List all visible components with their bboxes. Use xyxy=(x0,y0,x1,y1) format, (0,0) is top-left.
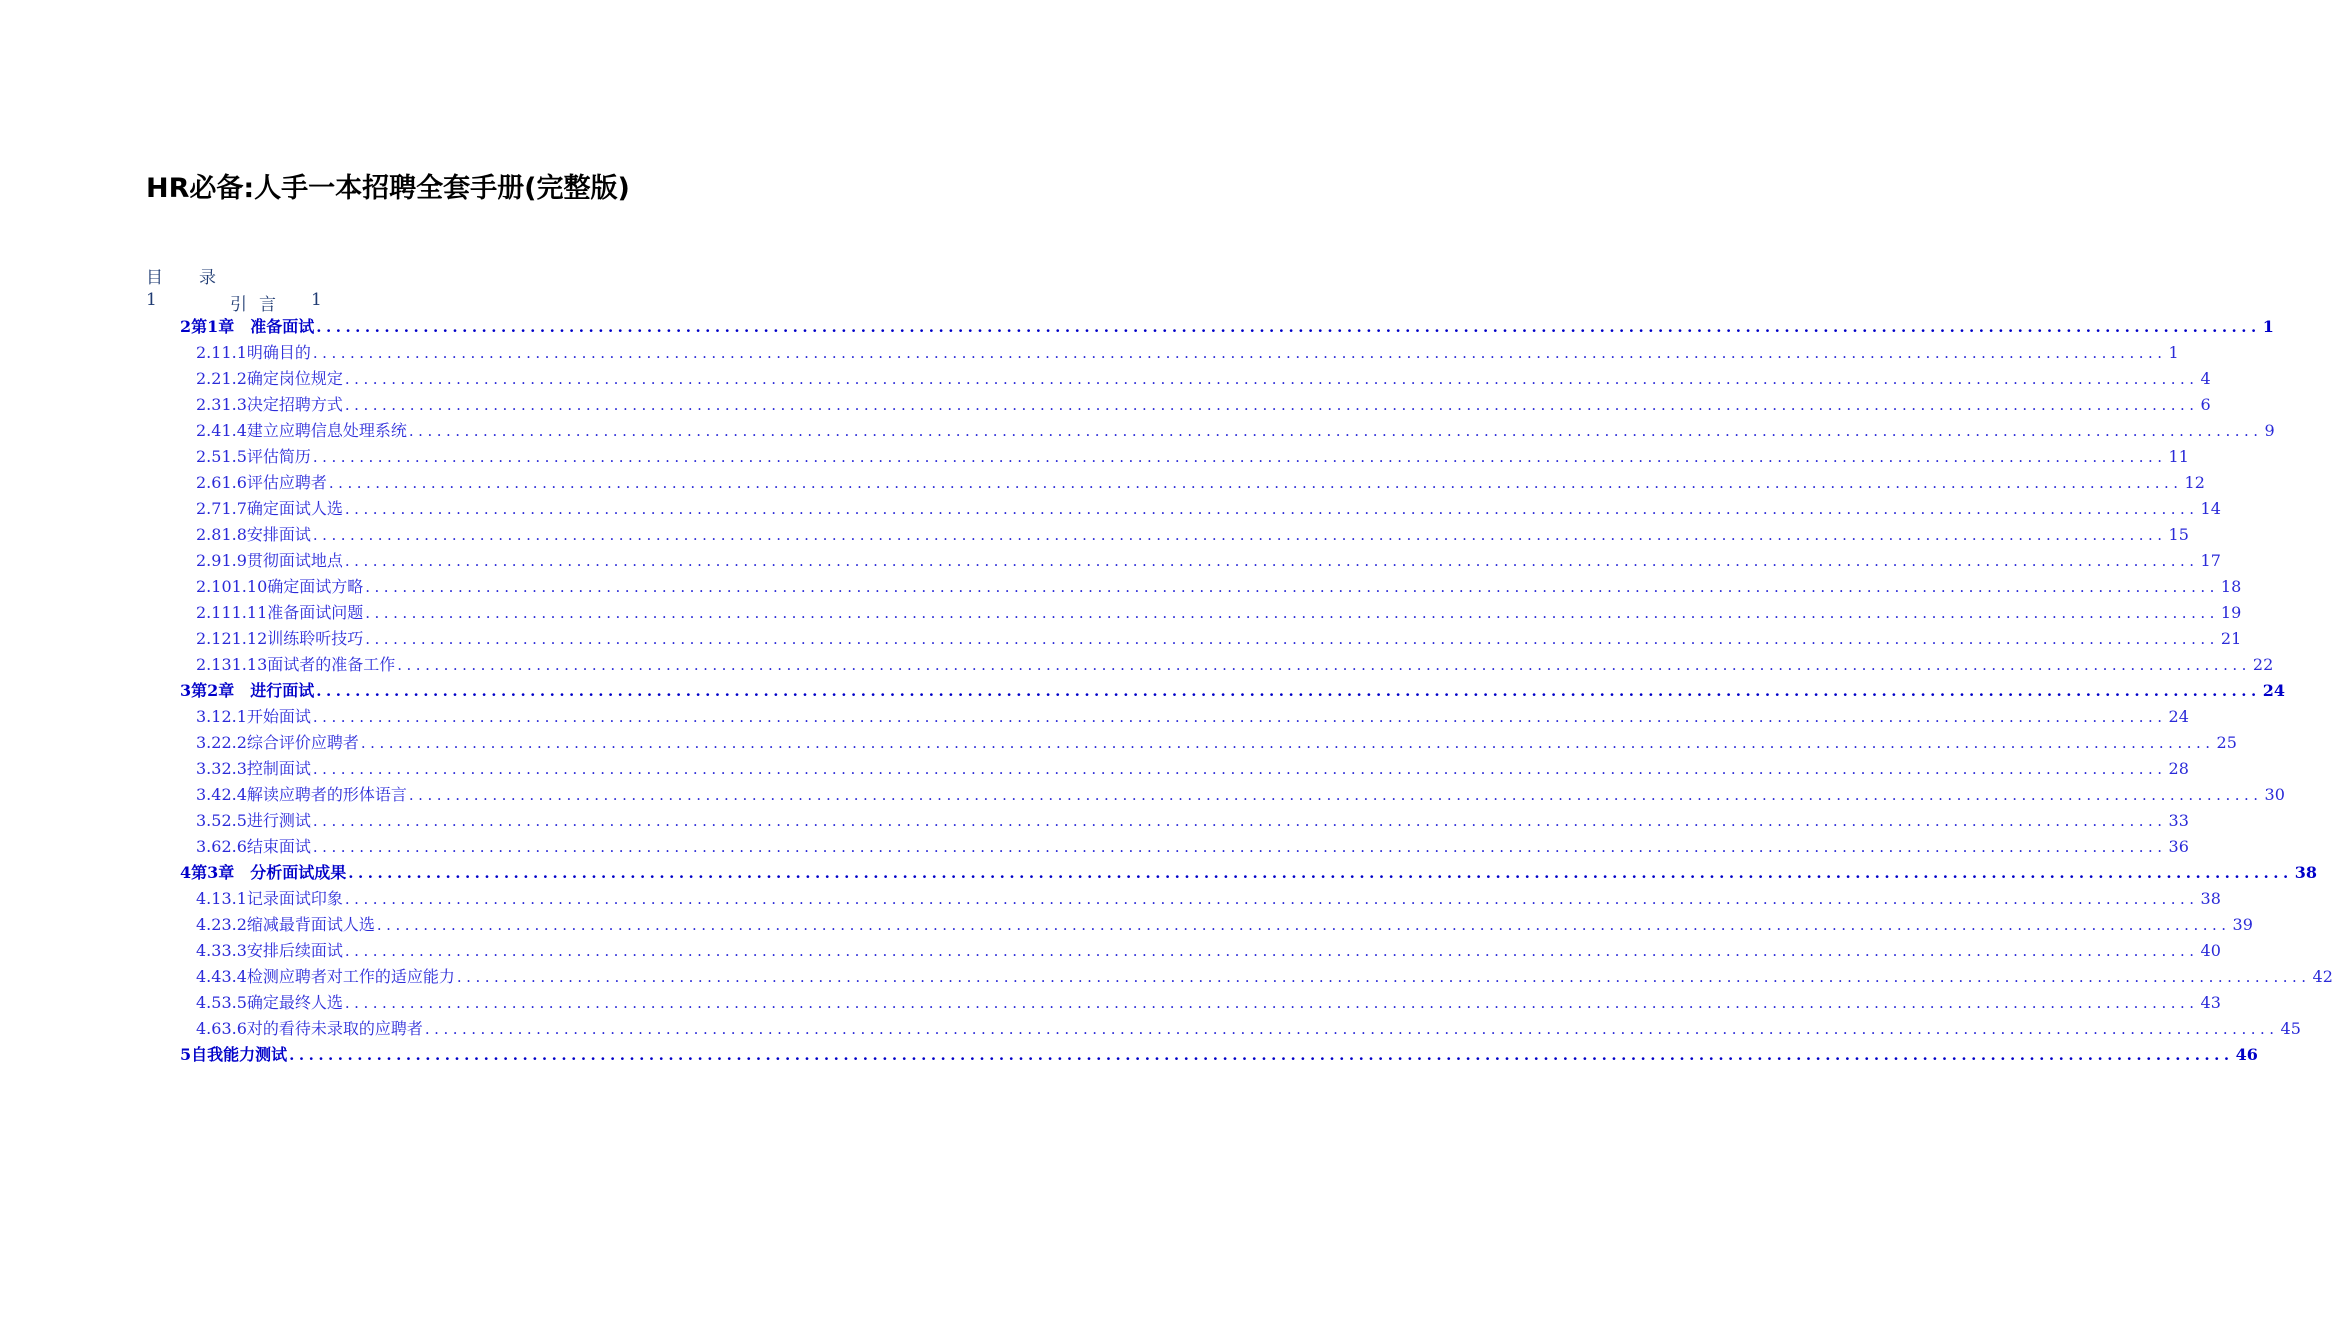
toc-section-entry[interactable] xyxy=(196,782,2285,808)
toc-entry-number: 2.10 xyxy=(196,577,232,596)
toc-chapter-entry[interactable] xyxy=(180,678,2285,704)
toc-intro-title: 引言 xyxy=(230,295,288,315)
toc-entry-page: 4 xyxy=(2200,369,2211,388)
toc-dot-leader: ........................................................................................................................................................................................................ xyxy=(328,474,2183,492)
toc-entry-number: 3.3 xyxy=(196,759,222,778)
toc-dot-leader: ........................................................................................................................................................................................................ xyxy=(408,786,2263,804)
toc-dot-leader: ........................................................................................................................................................................................................ xyxy=(312,838,2167,856)
toc-entry-label: 1.3决定招聘方式 xyxy=(221,395,343,414)
toc-entry-number: 2 xyxy=(180,317,192,336)
toc-dot-leader: ........................................................................................................................................................................................................ xyxy=(344,396,2199,414)
toc-dot-leader: ........................................................................................................................................................................................................ xyxy=(424,1020,2279,1038)
toc-entry-number: 2.8 xyxy=(196,525,222,544)
document-title: HR必备:人手一本招聘全套手册(完整版) xyxy=(146,173,630,204)
toc-entry-page: 24 xyxy=(2262,681,2285,700)
toc-entry-page: 15 xyxy=(2168,525,2189,544)
toc-entry-label: 1.5评估简历 xyxy=(221,447,311,466)
toc-entry-page: 24 xyxy=(2168,707,2189,726)
toc-entry-number: 2.11 xyxy=(196,603,232,622)
toc-section-entry[interactable] xyxy=(196,626,2242,652)
toc-entry-number: 3.1 xyxy=(196,707,222,726)
toc-intro-number: 1 xyxy=(146,290,157,310)
toc-entry-page: 12 xyxy=(2184,473,2205,492)
toc-entry-page: 38 xyxy=(2294,863,2317,882)
toc-entry-page: 30 xyxy=(2264,785,2285,804)
toc-section-entry[interactable] xyxy=(196,652,2274,678)
toc-dot-leader: ........................................................................................................................................................................................................ xyxy=(316,682,2261,700)
toc-entry-page: 38 xyxy=(2200,889,2221,908)
toc-entry-number: 4.2 xyxy=(196,915,222,934)
toc-section-entry[interactable] xyxy=(196,418,2275,444)
toc-entry-number: 4.1 xyxy=(196,889,222,908)
toc-entry-number: 2.1 xyxy=(196,343,222,362)
toc-entry-page: 19 xyxy=(2220,603,2242,622)
toc-section-entry[interactable] xyxy=(196,522,2189,548)
toc-entry-label: 2.5进行测试 xyxy=(221,811,311,830)
toc-entry-label: 2.1开始面试 xyxy=(221,707,311,726)
toc-dot-leader: ........................................................................................................................................................................................................ xyxy=(408,422,2263,440)
toc-entry-number: 4.5 xyxy=(196,993,222,1012)
toc-entry-page: 40 xyxy=(2200,941,2221,960)
toc-section-entry[interactable] xyxy=(196,444,2189,470)
toc-dot-leader: ........................................................................................................................................................................................................ xyxy=(360,734,2215,752)
toc-entry-label: 1.6评估应聘者 xyxy=(221,473,327,492)
toc-entry-label: 1.7确定面试人选 xyxy=(221,499,343,518)
toc-entry-label: 3.5确定最终人选 xyxy=(221,993,343,1012)
toc-entry-page: 21 xyxy=(2220,629,2242,648)
toc-section-entry[interactable] xyxy=(196,730,2237,756)
toc-entry-page: 28 xyxy=(2168,759,2189,778)
toc-dot-leader: ........................................................................................................................................................................................................ xyxy=(365,630,2219,648)
toc-heading-char-1: 目 xyxy=(146,268,163,288)
toc-dot-leader: ........................................................................................................................................................................................................ xyxy=(316,318,2261,336)
toc-dot-leader: ........................................................................................................................................................................................................ xyxy=(312,448,2167,466)
toc-entry-label: 1.10确定面试方略 xyxy=(231,577,364,596)
toc-entry-page: 42 xyxy=(2312,967,2333,986)
toc-section-entry[interactable] xyxy=(196,756,2189,782)
toc-entry-number: 3.5 xyxy=(196,811,222,830)
toc-entry-page: 39 xyxy=(2232,915,2253,934)
toc-entry-label: 2.6结束面试 xyxy=(221,837,311,856)
toc-entry-page: 18 xyxy=(2220,577,2242,596)
toc-entry-label: 1.4建立应聘信息处理系统 xyxy=(221,421,407,440)
toc-entry-label: 3.4检测应聘者对工作的适应能力 xyxy=(221,967,455,986)
toc-section-entry[interactable] xyxy=(196,808,2189,834)
toc-entry-page: 14 xyxy=(2200,499,2221,518)
toc-entry-page: 6 xyxy=(2200,395,2211,414)
toc-entry-number: 2.4 xyxy=(196,421,222,440)
toc-entry-label: 1.11准备面试问题 xyxy=(231,603,364,622)
toc-entry-label: 第2章 进行面试 xyxy=(191,681,315,700)
toc-section-entry[interactable] xyxy=(196,1016,2301,1042)
toc-section-entry[interactable] xyxy=(196,470,2205,496)
toc-entry-label: 3.2缩减最背面试人选 xyxy=(221,915,375,934)
toc-entry-number: 2.7 xyxy=(196,499,222,518)
toc-dot-leader: ........................................................................................................................................................................................................ xyxy=(312,526,2167,544)
toc-dot-leader: ........................................................................................................................................................................................................ xyxy=(312,344,2167,362)
toc-section-entry[interactable] xyxy=(196,496,2221,522)
toc-entry-number: 3.2 xyxy=(196,733,222,752)
toc-entry-page: 33 xyxy=(2168,811,2189,830)
toc-entry-page: 1 xyxy=(2168,343,2179,362)
toc-entry-page: 9 xyxy=(2264,421,2275,440)
toc-entry-page: 46 xyxy=(2235,1045,2258,1064)
toc-dot-leader: ........................................................................................................................................................................................................ xyxy=(344,994,2199,1012)
toc-section-entry[interactable] xyxy=(196,834,2189,860)
toc-entry-page: 36 xyxy=(2168,837,2189,856)
toc-dot-leader: ........................................................................................................................................................................................................ xyxy=(344,370,2199,388)
toc-section-entry[interactable] xyxy=(196,600,2242,626)
toc-entry-page: 17 xyxy=(2200,551,2221,570)
toc-entry-label: 2.3控制面试 xyxy=(221,759,311,778)
toc-entry-number: 2.13 xyxy=(196,655,232,674)
toc-entry-number: 2.12 xyxy=(196,629,232,648)
toc-section-entry[interactable] xyxy=(196,340,2179,366)
toc-section-entry[interactable] xyxy=(196,704,2189,730)
toc-dot-leader: ........................................................................................................................................................................................................ xyxy=(397,656,2251,674)
toc-entry-label: 第1章 准备面试 xyxy=(191,317,315,336)
toc-entry-label: 3.6对的看待未录取的应聘者 xyxy=(221,1019,423,1038)
toc-entry-label: 1.9贯彻面试地点 xyxy=(221,551,343,570)
toc-chapter-entry[interactable] xyxy=(180,314,2274,340)
toc-entry-label: 1.8安排面试 xyxy=(221,525,311,544)
toc-dot-leader: ........................................................................................................................................................................................................ xyxy=(344,500,2199,518)
toc-dot-leader: ........................................................................................................................................................................................................ xyxy=(456,968,2311,986)
toc-section-entry[interactable] xyxy=(196,990,2221,1016)
toc-entry-page: 11 xyxy=(2168,447,2189,466)
toc-heading-char-2: 录 xyxy=(199,268,216,288)
toc-dot-leader: ........................................................................................................................................................................................................ xyxy=(312,708,2167,726)
toc-dot-leader: ........................................................................................................................................................................................................ xyxy=(344,942,2199,960)
toc-entry-page: 22 xyxy=(2252,655,2274,674)
toc-entry-page: 1 xyxy=(2262,317,2274,336)
toc-entry-label: 第3章 分析面试成果 xyxy=(191,863,347,882)
toc-dot-leader: ........................................................................................................................................................................................................ xyxy=(376,916,2231,934)
toc-entry-number: 2.3 xyxy=(196,395,222,414)
toc-dot-leader: ........................................................................................................................................................................................................ xyxy=(312,760,2167,778)
toc-entry-page: 25 xyxy=(2216,733,2237,752)
toc-section-entry[interactable] xyxy=(196,886,2221,912)
toc-entry-number: 2.2 xyxy=(196,369,222,388)
toc-entry-label: 2.2综合评价应聘者 xyxy=(221,733,359,752)
toc-dot-leader: ........................................................................................................................................................................................................ xyxy=(365,604,2219,622)
toc-entry-number: 4.6 xyxy=(196,1019,222,1038)
toc-entry-number: 4.3 xyxy=(196,941,222,960)
toc-section-entry[interactable] xyxy=(196,574,2242,600)
toc-entry-label: 2.4解读应聘者的形体语言 xyxy=(221,785,407,804)
toc-heading xyxy=(146,263,216,288)
toc-section-entry[interactable] xyxy=(196,548,2221,574)
toc-entry-label: 3.3安排后续面试 xyxy=(221,941,343,960)
toc-entry-label: 1.13面试者的准备工作 xyxy=(231,655,396,674)
toc-entry-number: 5 xyxy=(180,1045,192,1064)
toc-chapter-entry[interactable] xyxy=(180,860,2317,886)
toc-entry-label: 3.1记录面试印象 xyxy=(221,889,343,908)
toc-entry-number: 2.9 xyxy=(196,551,222,570)
toc-entry-number: 3 xyxy=(180,681,192,700)
toc-section-entry[interactable] xyxy=(196,938,2221,964)
toc-section-entry[interactable] xyxy=(196,912,2253,938)
toc-entry-page: 45 xyxy=(2280,1019,2301,1038)
toc-dot-leader: ........................................................................................................................................................................................................ xyxy=(365,578,2219,596)
toc-entry-number: 3.6 xyxy=(196,837,222,856)
toc-chapter-entry[interactable] xyxy=(180,1042,2258,1068)
toc-section-entry[interactable] xyxy=(196,392,2211,418)
toc-section-entry[interactable] xyxy=(196,366,2211,392)
toc-entry-label: 1.12训练聆听技巧 xyxy=(231,629,364,648)
toc-dot-leader: ........................................................................................................................................................................................................ xyxy=(344,552,2199,570)
toc-entry-label: 1.2确定岗位规定 xyxy=(221,369,343,388)
toc-section-entry[interactable] xyxy=(196,964,2333,990)
toc-entry-label: 1.1明确目的 xyxy=(221,343,311,362)
toc-dot-leader: ........................................................................................................................................................................................................ xyxy=(312,812,2167,830)
toc-entry-number: 4.4 xyxy=(196,967,222,986)
toc-entry-page: 43 xyxy=(2200,993,2221,1012)
toc-dot-leader: ........................................................................................................................................................................................................ xyxy=(348,864,2293,882)
toc-entry-number: 3.4 xyxy=(196,785,222,804)
toc-entry-number: 2.6 xyxy=(196,473,222,492)
toc-entry-number: 2.5 xyxy=(196,447,222,466)
toc-intro-page: 1 xyxy=(311,290,322,310)
toc-dot-leader: ........................................................................................................................................................................................................ xyxy=(289,1046,2234,1064)
toc-dot-leader: ........................................................................................................................................................................................................ xyxy=(344,890,2199,908)
toc-entry-number: 4 xyxy=(180,863,192,882)
toc-entry-label: 自我能力测试 xyxy=(191,1045,288,1064)
